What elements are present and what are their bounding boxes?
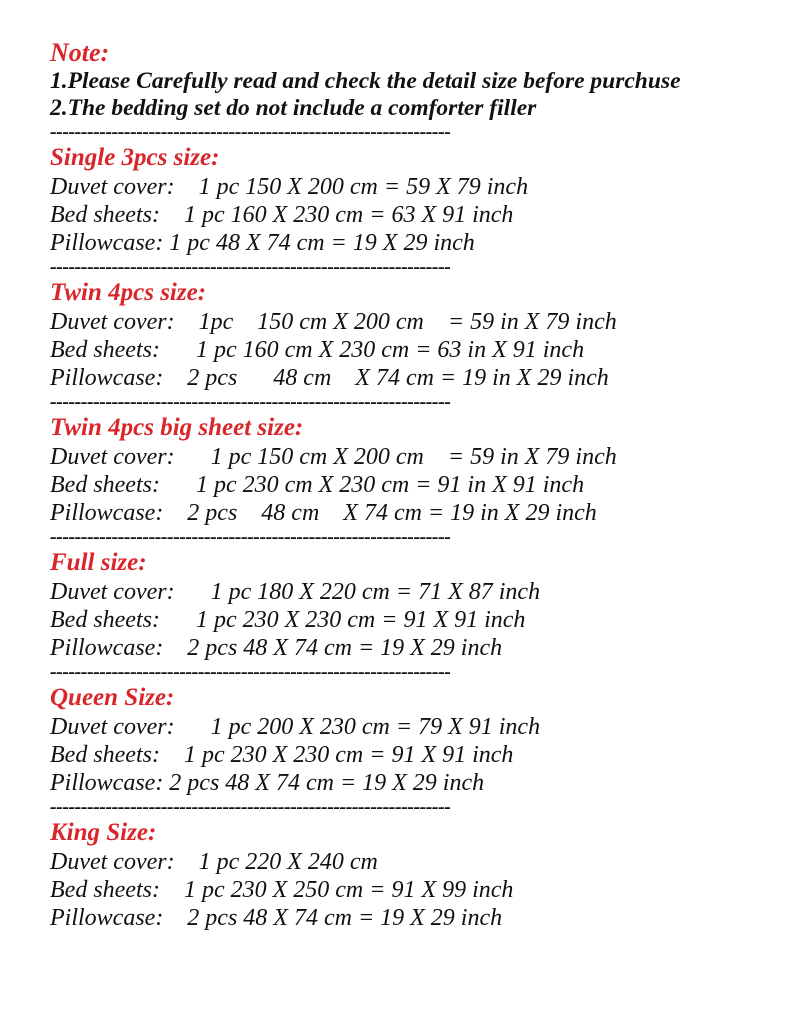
note-line-1: 1.Please Carefully read and check the detail size before purchuse: [50, 68, 681, 94]
section-title-king: King Size:: [50, 819, 157, 846]
section-title-single: Single 3pcs size:: [50, 144, 220, 171]
size-chart-document: [50, 38, 780, 932]
size-row-bed-sheets: Bed sheets: 1 pc 160 X 230 cm = 63 X 91 inch: [50, 202, 514, 228]
size-row-duvet-cover: Duvet cover: 1 pc 180 X 220 cm = 71 X 87 inch: [50, 579, 541, 605]
note-title: Note:: [50, 38, 110, 67]
size-row-pillowcase: Pillowcase: 1 pc 48 X 74 cm = 19 X 29 inch: [50, 230, 475, 256]
size-row-bed-sheets: Bed sheets: 1 pc 230 X 230 cm = 91 X 91 inch: [50, 607, 526, 633]
note-line-2: 2.The bedding set do not include a comforter filler: [50, 95, 537, 121]
divider: -----------------------------------------------------------------: [50, 257, 451, 277]
divider: -----------------------------------------------------------------: [50, 392, 451, 412]
section-title-full: Full size:: [50, 549, 147, 576]
size-row-duvet-cover: Duvet cover: 1 pc 200 X 230 cm = 79 X 91 inch: [50, 714, 541, 740]
size-row-duvet-cover: Duvet cover: 1 pc 150 X 200 cm = 59 X 79 inch: [50, 174, 529, 200]
size-row-duvet-cover: Duvet cover: 1 pc 150 cm X 200 cm = 59 in X 79 inch: [50, 444, 617, 470]
divider: -----------------------------------------------------------------: [50, 662, 451, 682]
section-title-twin-big-sheet: Twin 4pcs big sheet size:: [50, 414, 304, 441]
size-row-duvet-cover: Duvet cover: 1pc 150 cm X 200 cm = 59 in X 79 inch: [50, 309, 617, 335]
size-row-pillowcase: Pillowcase: 2 pcs 48 X 74 cm = 19 X 29 inch: [50, 770, 485, 796]
size-row-duvet-cover: Duvet cover: 1 pc 220 X 240 cm: [50, 849, 378, 875]
size-row-bed-sheets: Bed sheets: 1 pc 230 cm X 230 cm = 91 in X 91 inch: [50, 472, 585, 498]
size-row-pillowcase: Pillowcase: 2 pcs 48 cm X 74 cm = 19 in X 29 inch: [50, 365, 609, 391]
size-row-bed-sheets: Bed sheets: 1 pc 230 X 250 cm = 91 X 99 inch: [50, 877, 514, 903]
section-title-twin: Twin 4pcs size:: [50, 279, 207, 306]
section-title-queen: Queen Size:: [50, 684, 175, 711]
divider: -----------------------------------------------------------------: [50, 527, 451, 547]
divider: -----------------------------------------------------------------: [50, 797, 451, 817]
divider: -----------------------------------------------------------------: [50, 122, 451, 142]
size-row-pillowcase: Pillowcase: 2 pcs 48 cm X 74 cm = 19 in X 29 inch: [50, 500, 597, 526]
size-row-bed-sheets: Bed sheets: 1 pc 230 X 230 cm = 91 X 91 inch: [50, 742, 514, 768]
size-row-bed-sheets: Bed sheets: 1 pc 160 cm X 230 cm = 63 in X 91 inch: [50, 337, 585, 363]
size-row-pillowcase: Pillowcase: 2 pcs 48 X 74 cm = 19 X 29 inch: [50, 635, 503, 661]
size-row-pillowcase: Pillowcase: 2 pcs 48 X 74 cm = 19 X 29 inch: [50, 905, 503, 931]
